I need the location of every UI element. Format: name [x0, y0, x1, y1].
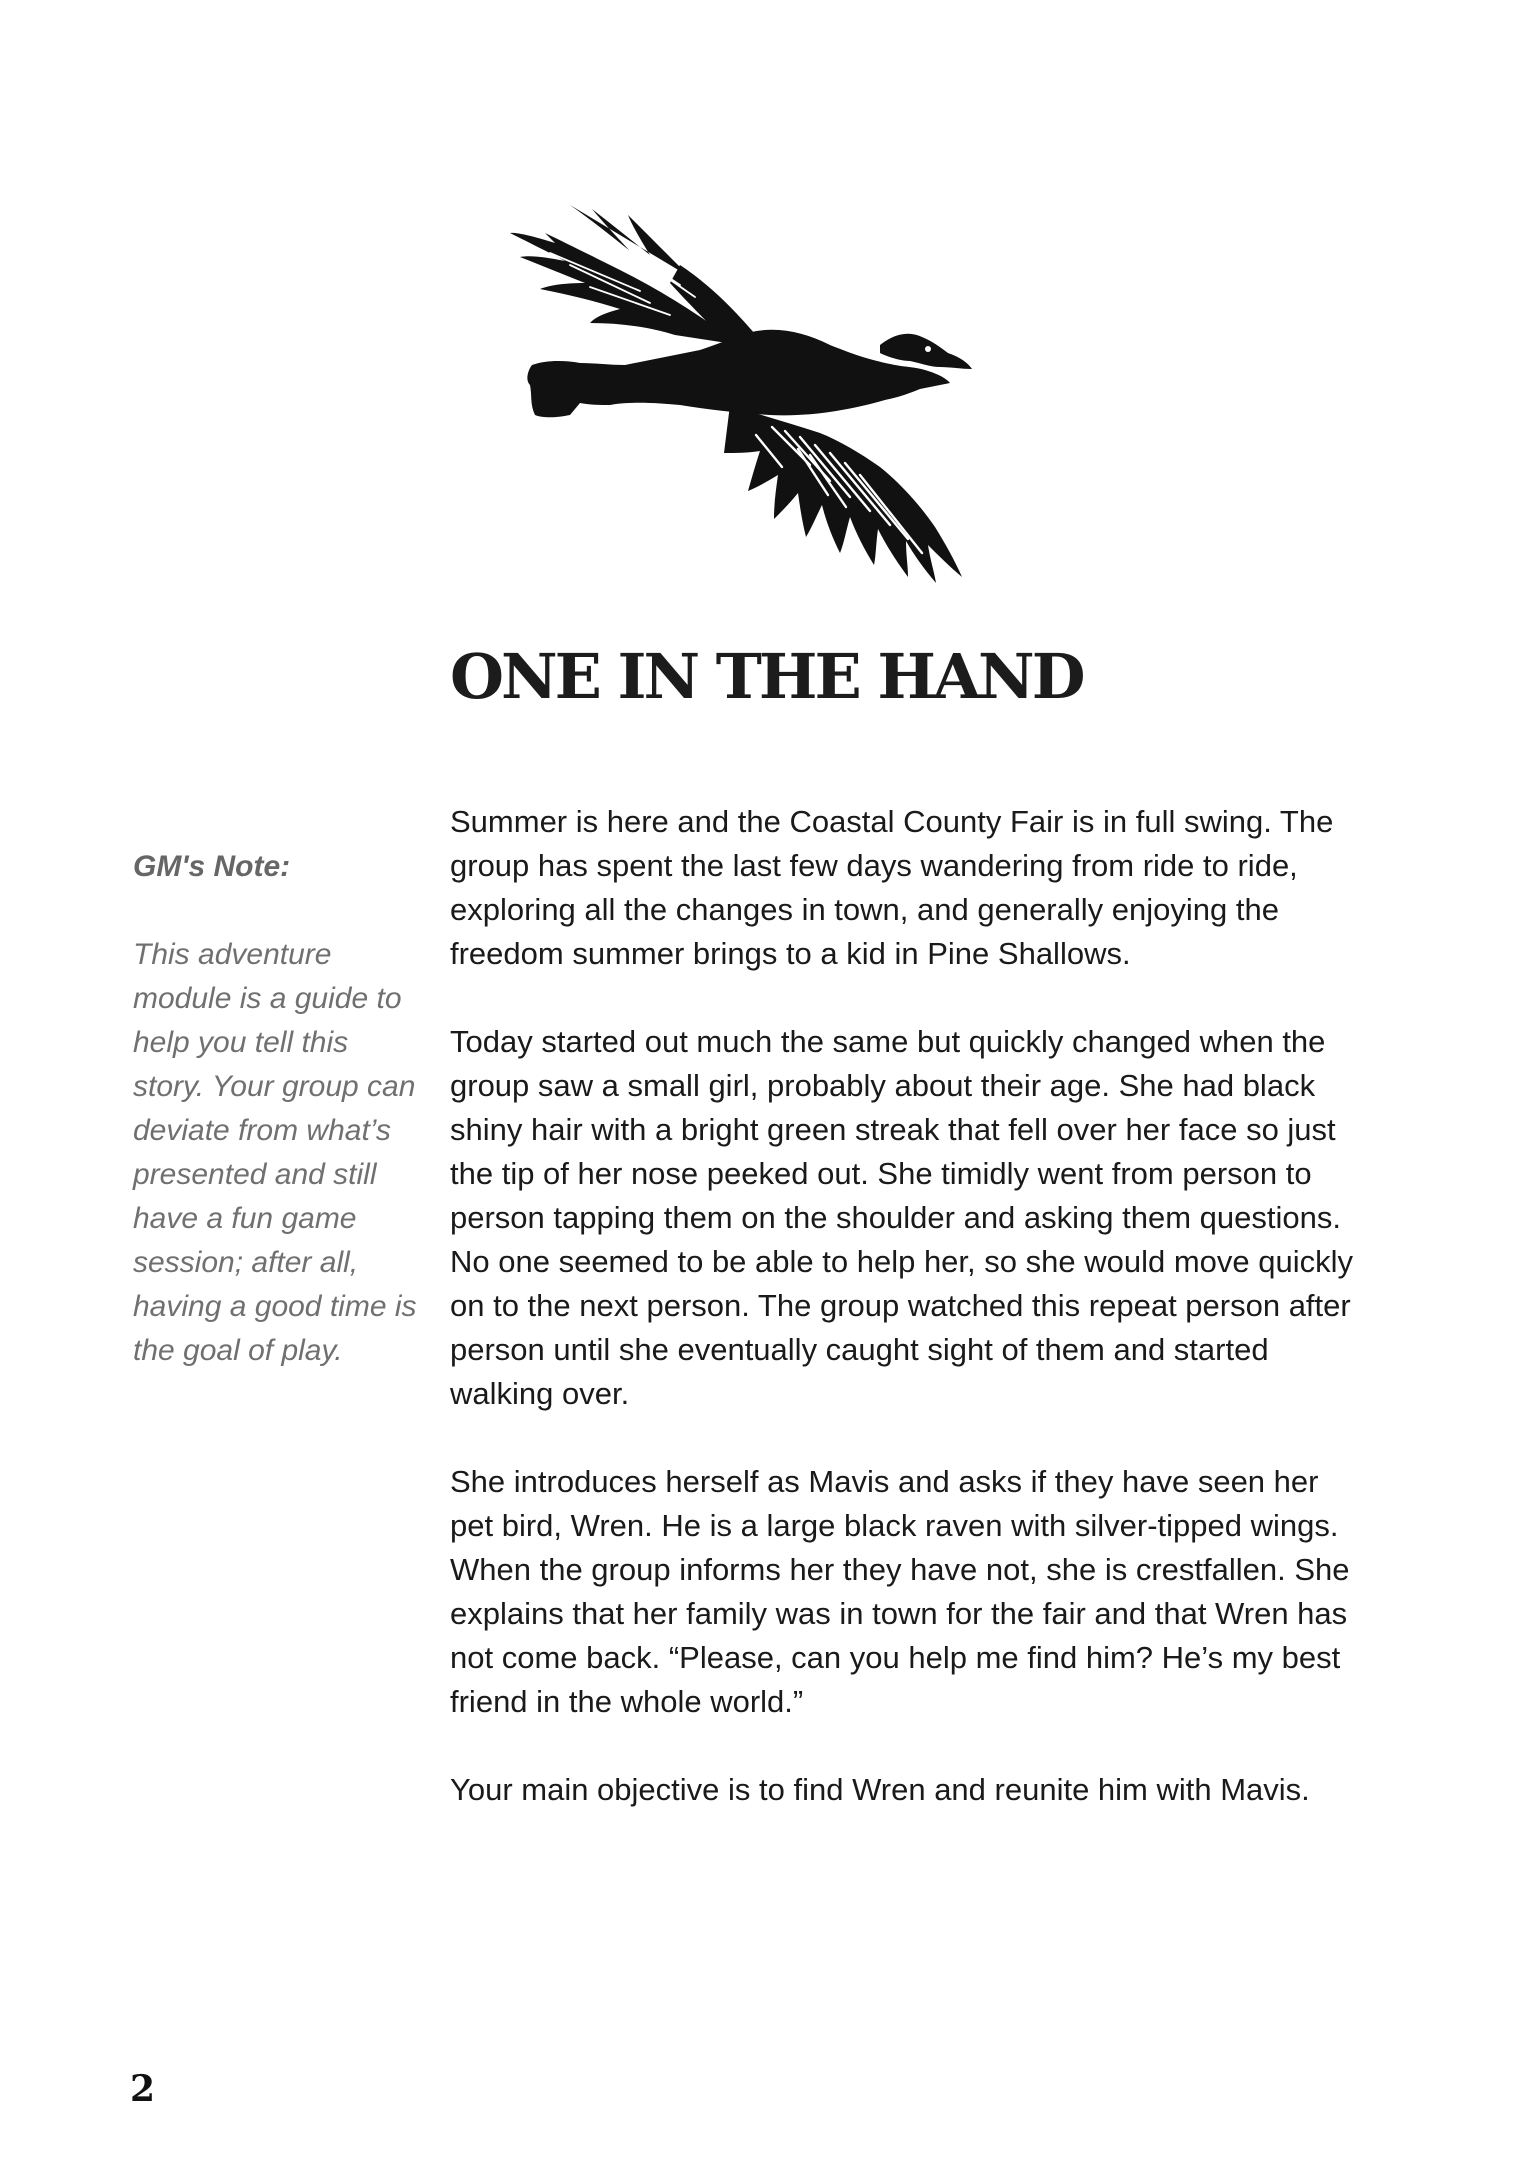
gm-note-label: GM's Note:: [133, 850, 291, 883]
page-title: ONE IN THE HAND: [450, 640, 1083, 713]
gm-note-text: This adventure module is a guide to help you tell this story. Your group can deviate from what’s presented and still have a fun game session; after all, having a good time is the goal of play.: [133, 938, 417, 1367]
page-number: 2: [130, 2068, 156, 2110]
paragraph: She introduces herself as Mavis and asks if they have seen her pet bird, Wren. He is a large black raven with silver-tipped wings. When the group informs her they have not, she is crestfallen. She explains that her family was in town for the fair and that Wren has not come back. “Please, can you help me find him? He’s my best friend in the whole world.”: [450, 1464, 1350, 1719]
gm-note: [133, 845, 418, 1373]
paragraph: Summer is here and the Coastal County Fair is in full swing. The group has spent the last few days wandering from ride to ride, exploring all the changes in town, and generally enjoying the freedom summer brings to a kid in Pine Shallows.: [450, 804, 1334, 971]
paragraph: Today started out much the same but quickly changed when the group saw a small girl, probably about their age. She had black shiny hair with a bright green streak that fell over her face so just the tip of her nose peeked out. She timidly went from person to person tapping them on the shoulder and asking them questions. No one seemed to be able to help her, so she would move quickly on to the next person. The group watched this repeat person after person until she eventually caught sight of them and started walking over.: [450, 1024, 1353, 1411]
raven-icon: [510, 205, 980, 585]
paragraph: Your main objective is to find Wren and reunite him with Mavis.: [450, 1772, 1310, 1807]
story-body: [450, 800, 1370, 1856]
